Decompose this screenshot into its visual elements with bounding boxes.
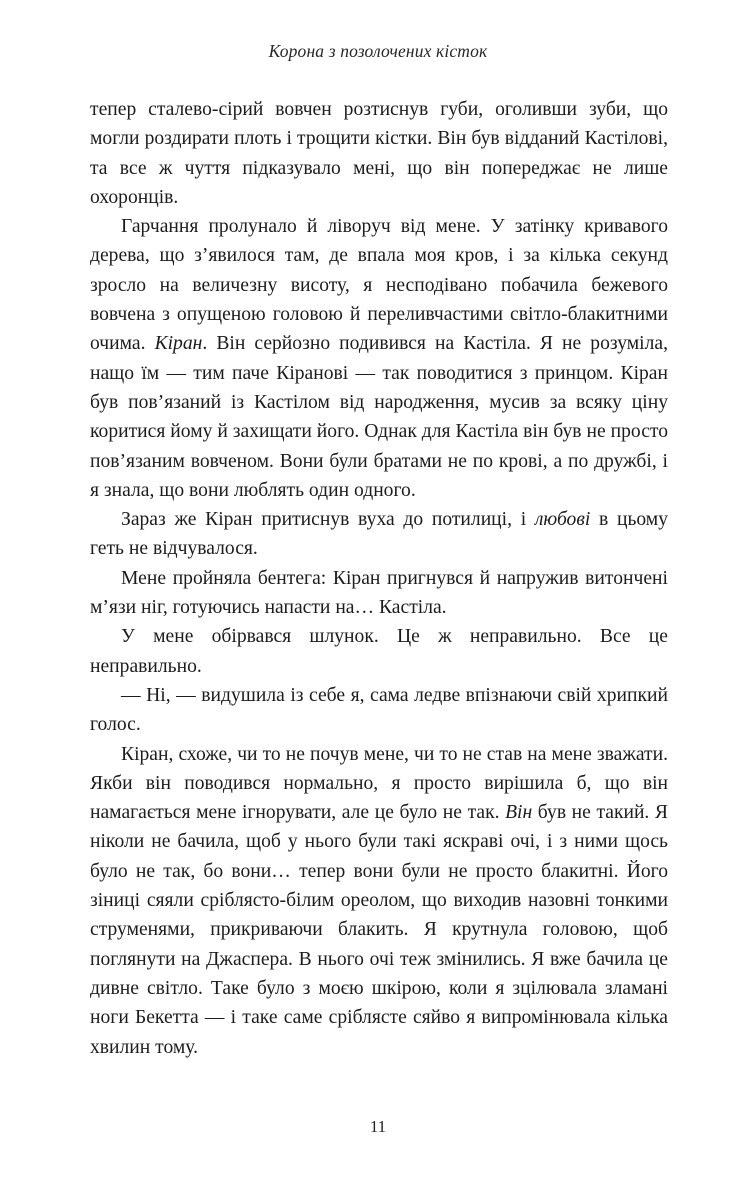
paragraph (90, 564, 668, 623)
emphasis-run: Кіран (154, 333, 203, 355)
text-run: — Ні, — видушила із себе я, сама ледве впізнаючи свій хрипкий голос. (90, 684, 668, 736)
text-run: У мене обірвався шлунок. Це ж неправильно. Все це неправильно. (90, 626, 668, 677)
text-run: . Він серйозно подивився на Кастіла. Я не розуміла, нащо їм — тим паче Кіранові — так поводитися з принцом. Кіран був пов’язаний із Кастілом від народження, мусив за всяку ціну коритися йому й захищати його. Однак для Кастіла він був не просто пов’язаним вовченом. Вони були братами не по крові, а по дружбі, і я знала, що вони люблять один одного. (90, 333, 668, 501)
text-run: Гарчання пролунало й ліворуч від мене. У затінку кривавого дерева, що з’явилося там, де впала моя кров, і за кілька секунд зросло на величезну висоту, я несподівано побачила бежевого вовчена з опущеною головою й переливчастими світло-блакитними очима. (90, 216, 668, 355)
text-run: був не такий. Я ніколи не бачила, щоб у нього були такі яскраві очі, і з ними щось було не так, бо вони… тепер вони були не просто блакитні. Його зіниці сяяли сріблясто-білим ореолом, що виходив назовні тонкими струменями, прикриваючи блакить. Я крутнула головою, щоб поглянути на Джаспера. В нього очі теж змінились. Я вже бачила це дивне світло. Таке було з моєю шкірою, коли я зцілювала зламані ноги Бекетта — і таке саме сріблясте сяйво я випромінювала кілька хвилин тому. (90, 802, 668, 1058)
text-run: в цьому геть не відчувалося. (90, 509, 669, 560)
paragraph (90, 681, 668, 740)
text-run: тепер сталево-сірий вовчен розтиснув губи, оголивши зуби, що могли роздирати плоть і трощити кістки. Він був відданий Кастілові, та все ж чуття підказувало мені, що він попереджає не лише охоронців. (90, 99, 668, 208)
emphasis-run: Він (505, 802, 533, 824)
paragraph (90, 740, 668, 1062)
page-number: 11 (369, 1117, 387, 1136)
paragraph (90, 622, 668, 681)
emphasis-run: любові (534, 509, 591, 531)
body-text (90, 95, 668, 1062)
text-run: Кіран, схоже, чи то не почув мене, чи то не став на мене зважати. Якби він поводився нормально, я просто вирішила б, що він намагається мене ігнорувати, але це було не так. (90, 743, 668, 824)
paragraph (90, 95, 668, 212)
paragraph (90, 212, 668, 505)
text-run: Зараз же Кіран притиснув вуха до потилиці, і (121, 509, 535, 531)
running-head: Корона з позолочених кісток (268, 41, 488, 61)
text-run: Мене пройняла бентега: Кіран пригнувся й напружив витончені м’язи ніг, готуючись напасти на… Кастіла. (90, 567, 668, 619)
paragraph (90, 505, 668, 564)
